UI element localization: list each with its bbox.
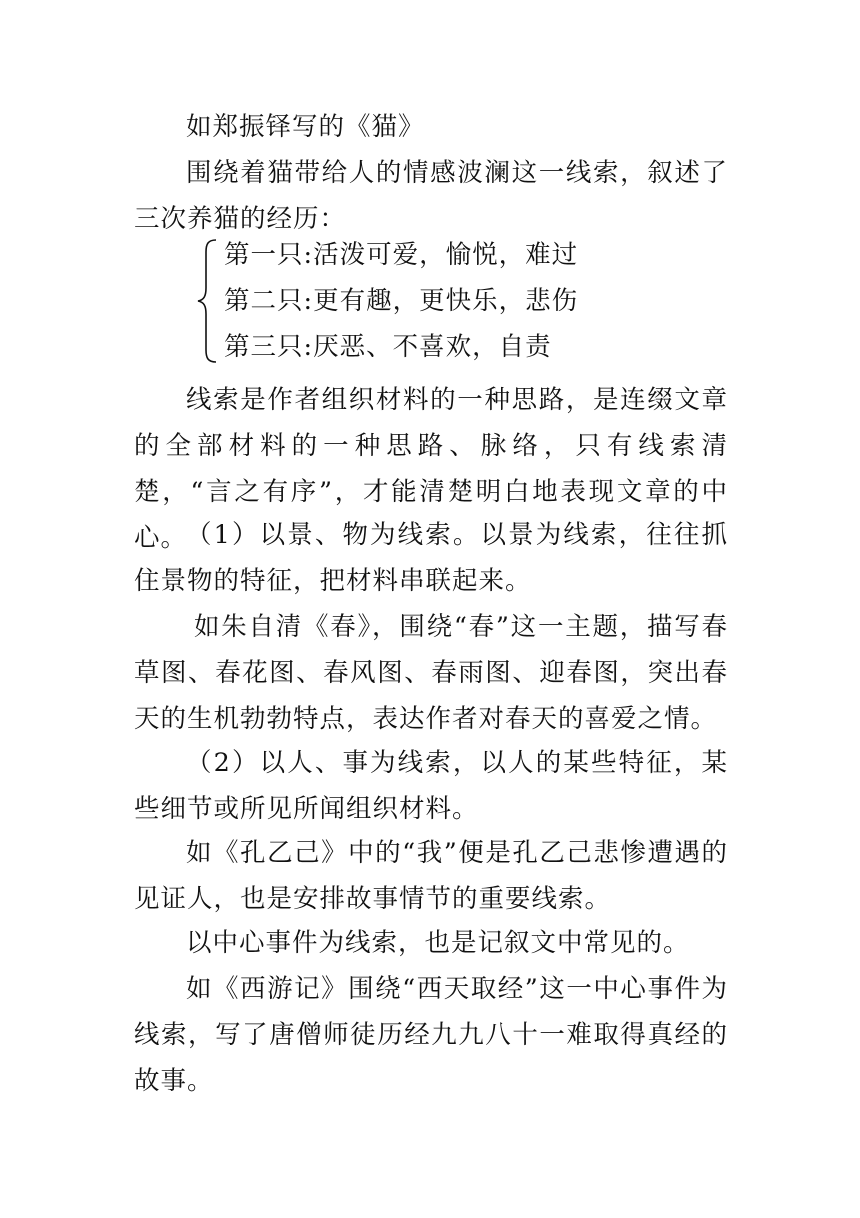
paragraph-clue-definition: 线索是作者组织材料的一种思路，是连缀文章的全部材料的一种思路、脉络，只有线索清楚，“言之有序”，才能清楚明白地表现文章的中心。 xyxy=(134,385,728,553)
paragraph-method-2: （2）以人、事为线索，以人的某些特征，某些细节或所见所闻组织材料。 xyxy=(134,748,728,824)
curly-brace-icon xyxy=(196,236,220,366)
list-item-second-cat: 第二只:更有趣，更快乐，悲伤 xyxy=(224,286,579,316)
paragraph-spring-example: 如朱自清《春》，围绕“春”这一主题，描写春草图、春花图、春风图、春雨图、迎春图，突出春天的生机勃勃特点，表达作者对春天的喜爱之情。 xyxy=(134,612,728,734)
list-item-first-cat: 第一只:活泼可爱，愉悦，难过 xyxy=(224,240,579,270)
paragraph-cat-example: 如郑振铎写的《猫》 xyxy=(186,112,425,142)
paragraph-central-event: 以中心事件为线索，也是记叙文中常见的。 xyxy=(186,928,690,958)
paragraph-cat-summary: 围绕着猫带给人的情感波澜这一线索，叙述了三次养猫的经历： xyxy=(134,158,728,234)
paragraph-journey-west-example: 如《西游记》围绕“西天取经”这一中心事件为线索，写了唐僧师徒历经九九八十一难取得真经的故事。 xyxy=(134,974,728,1096)
paragraph-method-1: （1）以景、物为线索。以景为线索，往往抓住景物的特征，把材料串联起来。 xyxy=(134,520,728,596)
list-item-third-cat: 第三只:厌恶、不喜欢，自责 xyxy=(224,332,552,362)
paragraph-kongyiji-example: 如《孔乙己》中的“我”便是孔乙己悲惨遭遇的见证人，也是安排故事情节的重要线索。 xyxy=(134,838,728,914)
cat-list xyxy=(196,236,616,366)
